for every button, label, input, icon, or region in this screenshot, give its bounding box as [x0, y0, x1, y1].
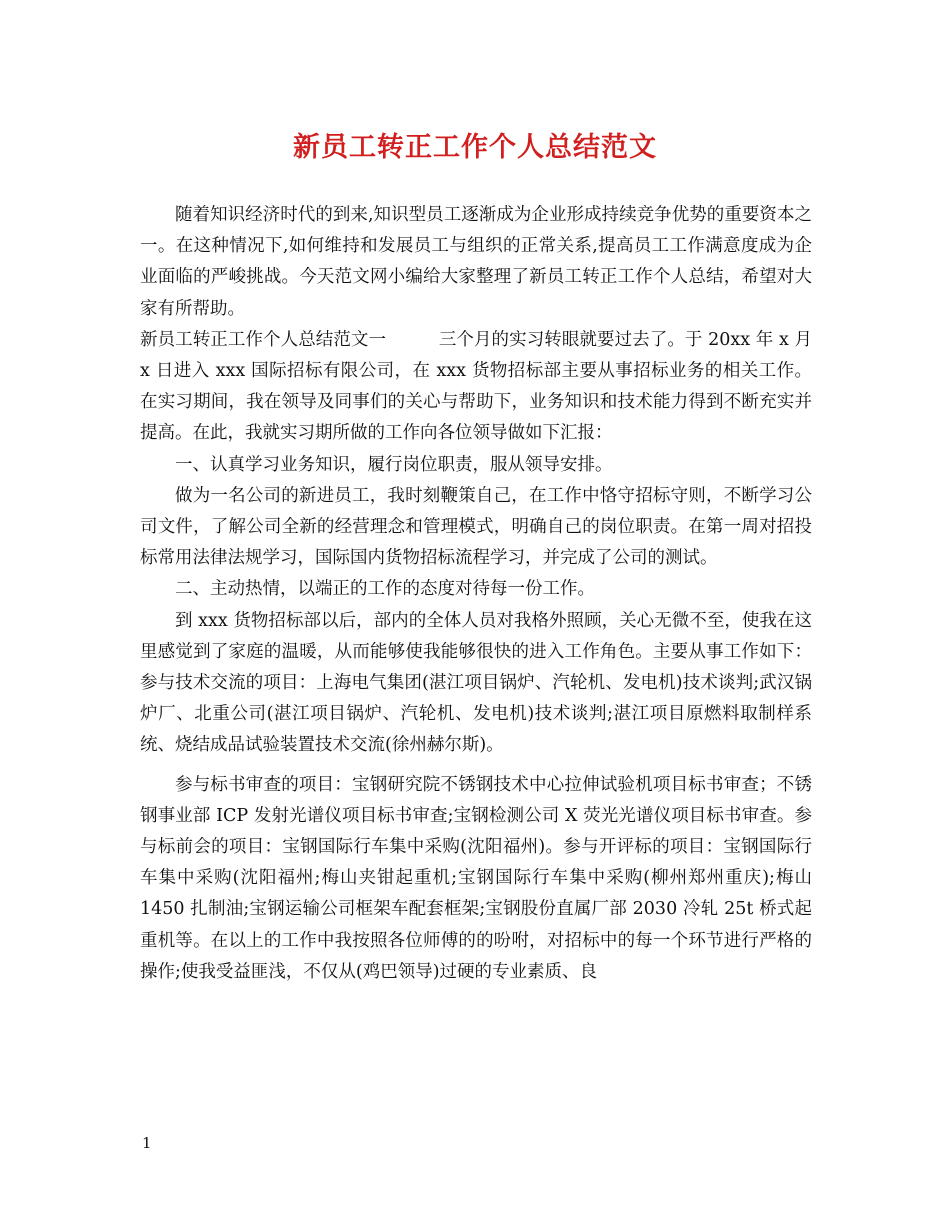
page-number: 1: [142, 1134, 152, 1152]
paragraph-department-work: 到 xxx 货物招标部以后，部内的全体人员对我格外照顾，关心无微不至，使我在这里感觉到了家庭的温暖，从而能够使我能够很快的进入工作角色。主要从事工作如下：参与技术交流的项目：上海电气集团(湛江项目锅炉、汽轮机、发电机)技术谈判;武汉锅炉厂、北重公司(湛江项目锅炉、汽轮机、发电机)技术谈判;湛江项目原燃料取制样系统、烧结成品试验装置技术交流(徐州赫尔斯)。: [140, 610, 812, 756]
paragraph-intro: 随着知识经济时代的到来,知识型员工逐渐成为企业形成持续竞争优势的重要资本之一。在这种情况下,如何维持和发展员工与组织的正常关系,提高员工工作满意度成为企业面临的严峻挑战。今天范文网小编给大家整理了新员工转正工作个人总结，希望对大家有所帮助。: [140, 205, 812, 319]
section-heading-one: 一、认真学习业务知识，履行岗位职责，服从领导安排。: [175, 454, 613, 475]
paragraph-bid-review: 参与标书审查的项目：宝钢研究院不锈钢技术中心拉伸试验机项目标书审查；不锈钢事业部 ICP 发射光谱仪项目标书审查;宝钢检测公司 X 荧光光谱仪项目标书审查。参与标前会的项目：宝钢国际行车集中采购(沈阳福州)。参与开评标的项目：宝钢国际行车集中采购(沈阳福州;梅山夹钳起重机;宝钢国际行车集中采购(柳州郑州重庆);梅山 1450 扎制油;宝钢运输公司框架车配套框架;宝钢股份直属厂部 2030 冷轧 25t 桥式起重机等。在以上的工作中我按照各位师傅的的吩咐，对招标中的每一个环节进行严格的操作;使我受益匪浅，不仅从(鸡巴领导)过硬的专业素质、良: [140, 774, 812, 982]
document-title: 新员工转正工作个人总结范文: [293, 132, 657, 163]
section-heading-two: 二、主动热情，以端正的工作的态度对待每一份工作。: [175, 579, 595, 600]
document-body: [140, 200, 812, 988]
paragraph-learning: 做为一名公司的新进员工，我时刻鞭策自己，在工作中恪守招标守则，不断学习公司文件，了解公司全新的经营理念和管理模式，明确自己的岗位职责。在第一周对招投标常用法律法规学习，国际国内货物招标流程学习，并完成了公司的测试。: [140, 485, 812, 569]
paragraph-sample-one: 新员工转正工作个人总结范文一 三个月的实习转眼就要过去了。于 20xx 年 x 月 x 日进入 xxx 国际招标有限公司，在 xxx 货物招标部主要从事招标业务的相关工作。在实习期间，我在领导及同事们的关心与帮助下，业务知识和技术能力得到不断充实并提高。在此，我就实习期所做的工作向各位领导做如下汇报：: [140, 329, 812, 444]
